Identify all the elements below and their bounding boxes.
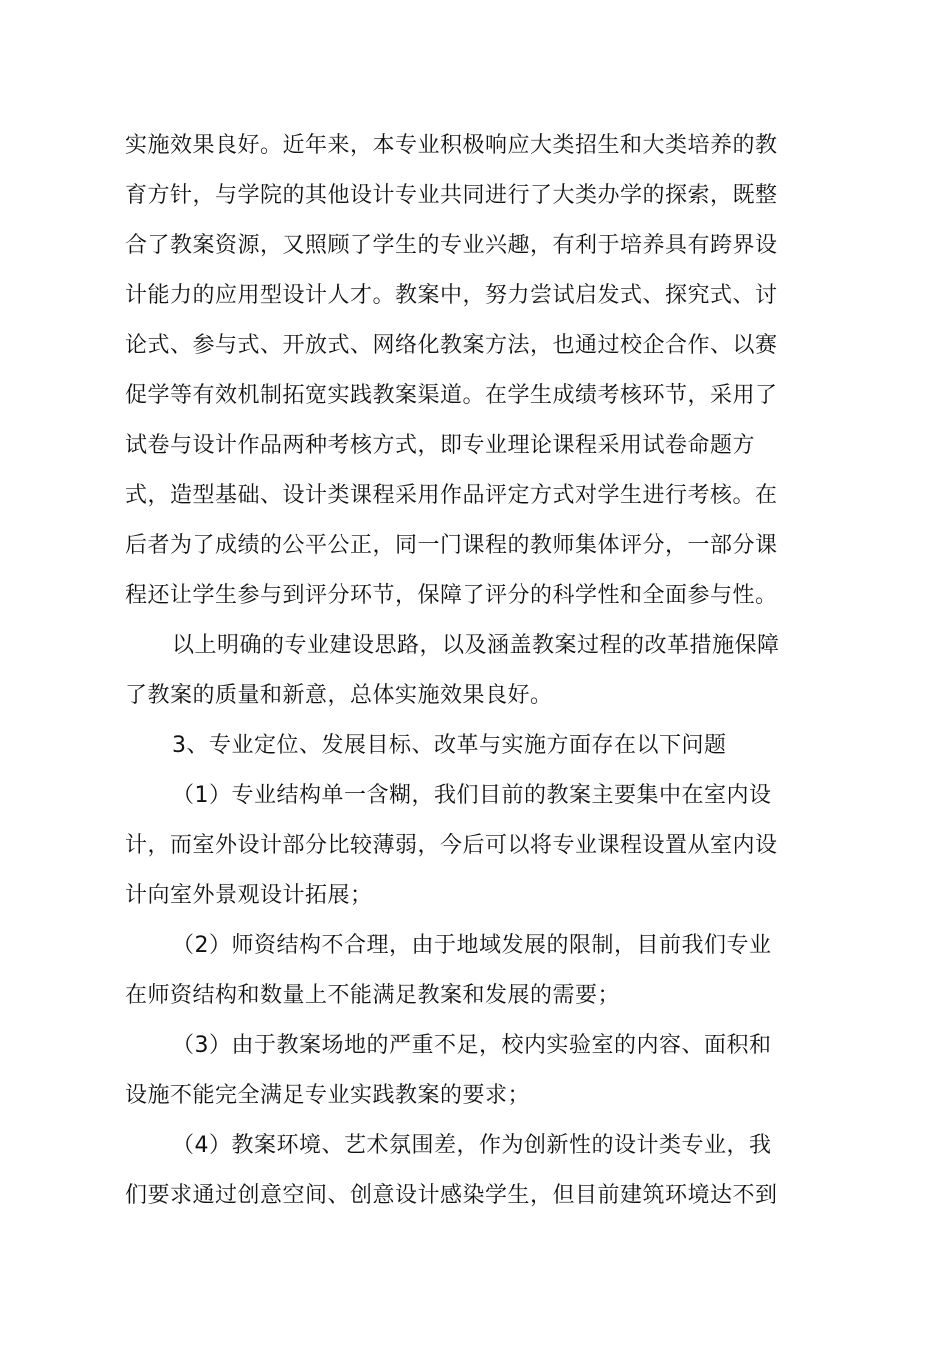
- paragraph-start-line: 以上明确的专业建设思路，以及涵盖教案过程的改革措施保障: [172, 633, 780, 658]
- text-line: 计能力的应用型设计人才。教案中，努力尝试启发式、探究式、讨: [125, 283, 778, 308]
- text-line: 们要求通过创意空间、创意设计感染学生，但目前建筑环境达不到: [125, 1183, 778, 1208]
- list-item-3-start: （3）由于教案场地的严重不足，校内实验室的内容、面积和: [172, 1033, 772, 1058]
- text-line: 在师资结构和数量上不能满足教案和发展的需要；: [125, 983, 621, 1008]
- text-line: 育方针，与学院的其他设计专业共同进行了大类办学的探索，既整: [125, 183, 778, 208]
- text-line: 式，造型基础、设计类课程采用作品评定方式对学生进行考核。在: [125, 483, 778, 508]
- list-item-1-start: （1）专业结构单一含糊，我们目前的教案主要集中在室内设: [172, 783, 772, 808]
- list-item-2-start: （2）师资结构不合理，由于地域发展的限制，目前我们专业: [172, 933, 772, 958]
- text-line: 计，而室外设计部分比较薄弱，今后可以将专业课程设置从室内设: [125, 833, 778, 858]
- text-line: 试卷与设计作品两种考核方式，即专业理论课程采用试卷命题方: [125, 433, 756, 458]
- text-line: 论式、参与式、开放式、网络化教案方法，也通过校企合作、以赛: [125, 333, 778, 358]
- text-line: 设施不能完全满足专业实践教案的要求；: [125, 1083, 531, 1108]
- text-line: 合了教案资源，又照顾了学生的专业兴趣，有利于培养具有跨界设: [125, 233, 778, 258]
- section-heading: 3、专业定位、发展目标、改革与实施方面存在以下问题: [172, 733, 727, 758]
- text-line: 实施效果良好。近年来，本专业积极响应大类招生和大类培养的教: [125, 133, 778, 158]
- text-line: 后者为了成绩的公平公正，同一门课程的教师集体评分，一部分课: [125, 533, 778, 558]
- text-line: 促学等有效机制拓宽实践教案渠道。在学生成绩考核环节，采用了: [125, 383, 778, 408]
- text-line: 计向室外景观设计拓展；: [125, 883, 373, 908]
- text-line: 了教案的质量和新意，总体实施效果良好。: [125, 683, 553, 708]
- text-line: 程还让学生参与到评分环节，保障了评分的科学性和全面参与性。: [125, 583, 778, 608]
- list-item-4-start: （4）教案环境、艺术氛围差，作为创新性的设计类专业，我: [172, 1133, 772, 1158]
